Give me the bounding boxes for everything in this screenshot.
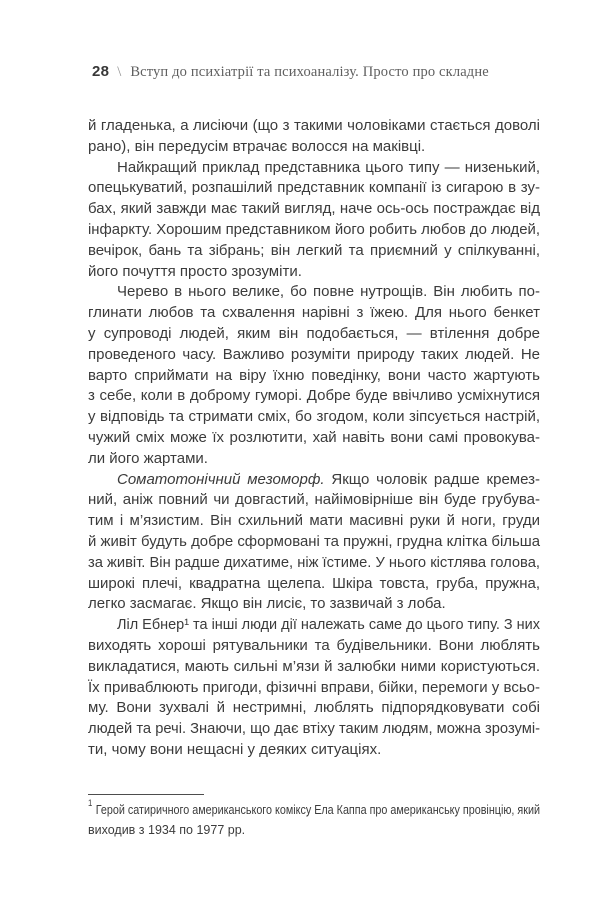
paragraph <box>88 158 540 283</box>
text-line: виходять хороші рятувальники та будівельники. Вони люблять <box>88 636 540 654</box>
text-line: ти, чому вони нещасні у деяких ситуаціях. <box>88 740 382 758</box>
footnote <box>88 797 540 840</box>
text-line: бах, який завжди має такий вигляд, наче ось-ось постраждає від <box>88 200 540 218</box>
page-body <box>88 116 540 761</box>
paragraph <box>88 116 540 158</box>
paragraph <box>88 282 540 469</box>
text-line: опецькуватий, розпашілий представник компанії із сигарою в зу- <box>88 179 540 197</box>
text-line: вечірок, бань та зібрань; він легкий та приємний у спілкуванні, <box>88 241 540 259</box>
text-line: й живіт будуть добре сформовані та пружні, грудна клітка більша <box>88 532 540 550</box>
text-line: тим і м’язистим. Він схильний мати масивні руки й ноги, груди <box>88 512 540 530</box>
footnote-line: виходив з 1934 по 1977 рр. <box>88 822 246 837</box>
paragraph <box>88 470 540 616</box>
text-line: інфаркту. Хорошим представником його робить любов до людей, <box>88 220 540 238</box>
paragraph <box>88 615 540 761</box>
footnote-separator <box>88 794 204 795</box>
page-header <box>92 63 489 81</box>
text-line: викладатися, мають сильні м’язи й залюбки ними користуються. <box>88 657 540 675</box>
text-line: у відповідь та стримати сміх, бо згодом, коли зіпсується настрій, <box>88 408 540 426</box>
text-line: варто сприймати на віру їхню поведінку, вони часто жартують <box>88 366 540 384</box>
text-line: широкі плечі, квадратна щелепа. Шкіра товста, груба, пружна, <box>88 574 540 592</box>
footnote-marker: 1 <box>88 797 93 808</box>
page-number: 28 <box>92 63 110 80</box>
text-line: рано), він передусім втрачає волосся на маківці. <box>88 137 426 155</box>
running-title: Вступ до психіатрії та психоаналізу. Просто про складне <box>130 64 489 80</box>
text-line: й гладенька, а лисіючи (що з такими чоловіками стається доволі <box>88 117 540 134</box>
text-line: Найкращий приклад представника цього типу — низенький, <box>117 158 540 176</box>
text-line: ли його жартами. <box>88 449 208 467</box>
text-line: Соматотонічний мезоморф. Якщо чоловік радше кремез- <box>117 470 541 488</box>
text-line: чужий сміх може їх розлютити, хай навіть вони самі провокува- <box>88 428 540 446</box>
footnote-line: $^1$Герой сатиричного американського коміксу Ела Каппа про американську провінцію, який <box>88 797 540 817</box>
text-line: легко засмагає. Якщо він лисіє, то зазвичай з лоба. <box>88 595 446 613</box>
text-line: за живіт. Він радше дихатиме, ніж їстиме. У нього кістлява голова, <box>88 553 540 571</box>
header-separator: \ <box>117 64 122 80</box>
text-line: глинати любов та схвалення нарівні з їжею. Для нього бенкет <box>88 304 540 322</box>
text-line: з себе, коли в доброму гуморі. Добре буде ввічливо усміхнутися <box>88 387 540 405</box>
text-line: Черево в нього велике, бо повне нутрощів. Він любить по- <box>117 283 540 301</box>
text-line: ний, аніж повний чи довгастий, найімовірніше він буде грубува- <box>88 491 540 509</box>
text-line: му. Вони зухвалі й нестримні, люблять підпорядковувати собі <box>88 699 540 717</box>
text-line: у супроводі людей, яким він подобається, — втілення добре <box>88 324 540 342</box>
text-line: Ліл Ебнер¹ та інші люди дії належать саме до цього типу. З них <box>117 616 540 634</box>
text-line: Їх приваблюють пригоди, фізичні вправи, бійки, перемоги у всьо- <box>88 678 540 696</box>
text-line: його почуття просто зрозуміти. <box>88 262 302 280</box>
text-line: проведеного часу. Важливо розуміти природу таких людей. Не <box>88 345 540 363</box>
text-line: людей та речі. Знаючи, що дає втіху таким людям, можна зрозумі- <box>88 720 540 738</box>
